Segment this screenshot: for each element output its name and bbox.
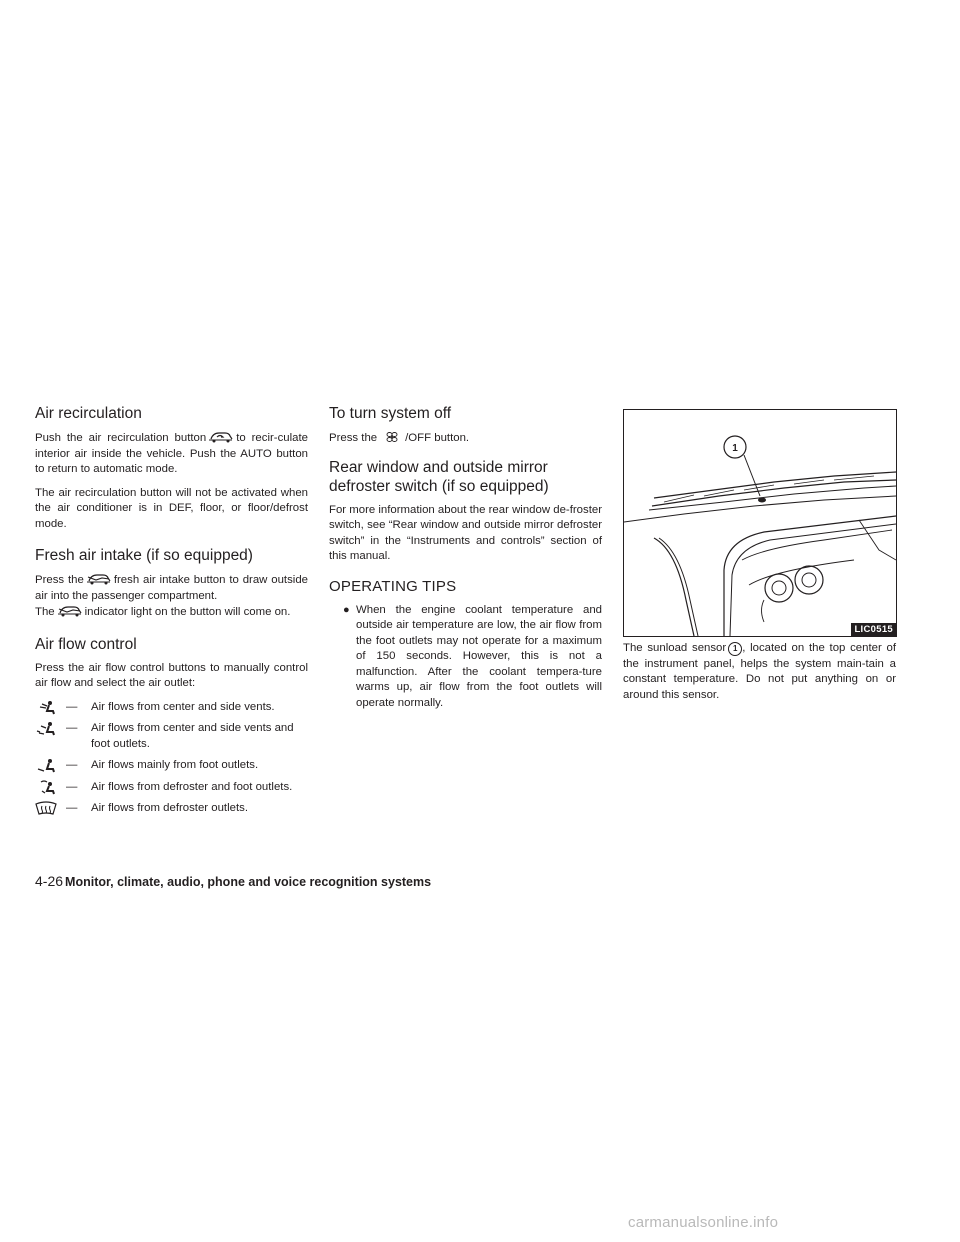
figure-callout: 1 bbox=[732, 443, 738, 454]
defrost-mode-icon bbox=[35, 801, 57, 816]
defrost-foot-mode-icon bbox=[35, 780, 57, 795]
fresh-text-b: fresh air intake button to draw outside air into the passenger compartment. bbox=[35, 574, 308, 602]
fan-icon bbox=[385, 430, 399, 444]
list-item bbox=[35, 780, 308, 796]
fresh-air-paragraph bbox=[35, 572, 308, 621]
watermark: carmanualsonline.info bbox=[628, 1214, 779, 1231]
dash: — bbox=[66, 802, 78, 814]
page-number: 4-26 bbox=[35, 873, 64, 889]
off-text-b: /OFF button. bbox=[405, 432, 470, 444]
sensor-text-a: The sunload sensor bbox=[623, 642, 727, 654]
recirc-text-b: to recir-culate interior air inside the vehicle. Push the AUTO button to return to automatic mode. bbox=[35, 432, 308, 475]
page-footer bbox=[35, 873, 431, 893]
column-right bbox=[623, 406, 896, 711]
air-flow-mode-list bbox=[35, 700, 308, 817]
operating-tips-heading: OPERATING TIPS bbox=[329, 577, 457, 595]
recirculation-icon bbox=[208, 430, 234, 444]
dash: — bbox=[66, 700, 78, 713]
list-item bbox=[35, 801, 308, 817]
air-flow-desc: Air flows from defroster and foot outlets. bbox=[91, 780, 293, 793]
operating-tip-text: When the engine coolant temperature and outside air temperature are low, the air flow from the foot outlets may not operate for a maximum of 150 seconds. However, this is not a malfunction. After the coolant tempera-ture warms up, air flow from the foot outlets will operate normally. bbox=[356, 603, 602, 709]
bilevel-mode-icon bbox=[35, 721, 57, 736]
sensor-text-b: , located on the top center of the instrument panel, helps the system main-tain a constant temperature. Do not put anything on or around this sensor. bbox=[623, 642, 896, 701]
fresh-text-d: indicator light on the button will come on. bbox=[84, 606, 291, 618]
bullet: ● bbox=[343, 603, 350, 616]
fresh-text-c: The bbox=[35, 606, 55, 618]
list-item bbox=[35, 721, 308, 752]
air-flow-intro: Press the air flow control buttons to manually control air flow and select the air outlet: bbox=[35, 661, 308, 689]
vent-mode-icon bbox=[35, 700, 57, 715]
fresh-air-heading: Fresh air intake (if so equipped) bbox=[35, 547, 253, 564]
air-recirculation-heading: Air recirculation bbox=[35, 405, 142, 422]
callout-number: 1 bbox=[728, 642, 742, 656]
dash: — bbox=[66, 780, 78, 793]
rear-defroster-paragraph: For more information about the rear window de-froster switch, see “Rear window and outside mirror defroster switch” in the “Instruments and controls” section of this manual. bbox=[329, 503, 602, 562]
chapter-title: Monitor, climate, audio, phone and voice recognition systems bbox=[65, 875, 432, 889]
dashboard-illustration bbox=[624, 410, 896, 636]
air-flow-heading: Air flow control bbox=[35, 635, 137, 653]
dash: — bbox=[66, 722, 78, 734]
dash: — bbox=[66, 759, 78, 771]
figure-code: LIC0515 bbox=[851, 623, 896, 636]
list-item bbox=[35, 700, 308, 716]
fresh-air-indicator-icon bbox=[57, 604, 83, 618]
sunload-sensor-paragraph bbox=[623, 641, 896, 703]
fresh-air-icon bbox=[86, 572, 112, 586]
turn-off-paragraph bbox=[329, 430, 602, 447]
air-recirculation-note: The air recirculation button will not be activated when the air conditioner is in DEF, floor, or floor/defrost mode. bbox=[35, 486, 308, 530]
turn-off-heading: To turn system off bbox=[329, 405, 452, 422]
air-recirculation-paragraph bbox=[35, 430, 308, 478]
foot-mode-icon bbox=[35, 758, 57, 773]
column-middle bbox=[329, 404, 602, 719]
recirc-text-a: Push the air recirculation button bbox=[35, 432, 207, 444]
rear-defroster-heading: Rear window and outside mirror defroster switch (if so equipped) bbox=[329, 458, 549, 495]
air-flow-desc: Air flows from center and side vents and foot outlets. bbox=[91, 722, 294, 750]
list-item bbox=[35, 758, 308, 774]
fresh-text-a: Press the bbox=[35, 574, 84, 586]
column-left bbox=[35, 404, 308, 823]
air-flow-desc: Air flows mainly from foot outlets. bbox=[91, 759, 259, 771]
off-text-a: Press the bbox=[329, 432, 378, 444]
air-flow-desc: Air flows from defroster outlets. bbox=[91, 802, 248, 814]
operating-tip-item bbox=[329, 603, 602, 712]
sunload-sensor-figure bbox=[623, 409, 897, 637]
air-flow-desc: Air flows from center and side vents. bbox=[91, 700, 275, 713]
